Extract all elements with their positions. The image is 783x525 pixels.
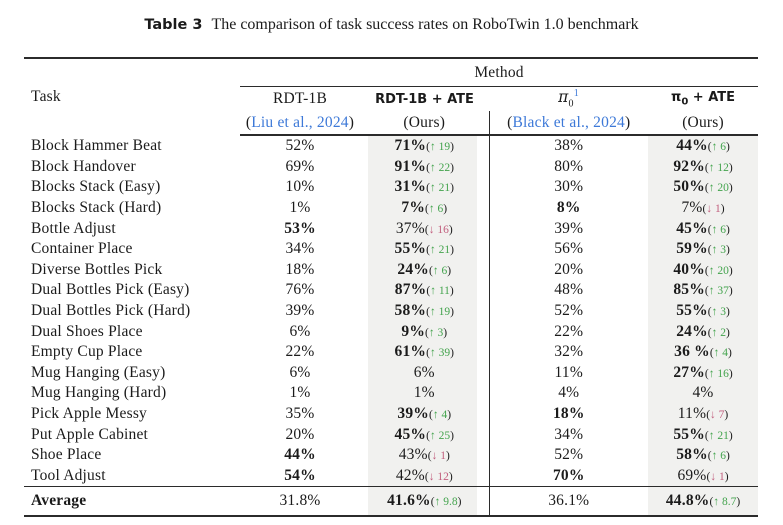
success-rate: 9% bbox=[401, 322, 426, 340]
value-cell bbox=[360, 424, 489, 445]
table-row bbox=[24, 280, 758, 301]
up-arrow-icon: ↑ 3 bbox=[428, 326, 444, 339]
success-rate: 44.8% bbox=[665, 492, 710, 510]
value-cell bbox=[240, 466, 360, 487]
value-cell bbox=[360, 218, 489, 239]
success-rate: 39% bbox=[554, 219, 584, 237]
paren: ) bbox=[348, 113, 355, 131]
value-cell bbox=[489, 177, 648, 198]
pi-subscript: 0 bbox=[681, 96, 689, 108]
up-arrow-icon: ↑ 25 bbox=[429, 429, 451, 442]
up-arrow-icon: ↑ 21 bbox=[429, 244, 451, 257]
down-arrow-icon: ↓ 1 bbox=[710, 470, 725, 483]
success-rate: 69% bbox=[285, 157, 315, 175]
down-arrow-icon: ↓ 7 bbox=[710, 409, 725, 422]
task-name: Shoe Place bbox=[31, 446, 102, 464]
delta-up-annotation: (↑ 4) bbox=[429, 409, 452, 422]
down-arrow-icon: ↓ 1 bbox=[706, 203, 721, 216]
value-cell bbox=[489, 280, 648, 301]
cite-ours-rdt: (Ours) bbox=[360, 111, 489, 135]
delta-up-annotation: (↑ 2) bbox=[707, 326, 730, 339]
value-cell bbox=[360, 301, 489, 322]
up-arrow-icon: ↑ 4 bbox=[432, 409, 448, 422]
value-cell bbox=[648, 321, 758, 342]
col-header-rdt1b-ate: RDT-1B + ATE bbox=[375, 91, 474, 107]
value-cell bbox=[240, 301, 360, 322]
value-cell bbox=[240, 424, 360, 445]
value-cell bbox=[489, 218, 648, 239]
table-caption bbox=[0, 16, 783, 34]
task-name: Put Apple Cabinet bbox=[31, 425, 149, 443]
success-rate: 11% bbox=[677, 405, 707, 423]
down-arrow-icon: ↓ 12 bbox=[428, 470, 449, 483]
col-header-pi0-ate bbox=[648, 87, 758, 112]
success-rate: 22% bbox=[285, 343, 315, 361]
delta-down-annotation: (↓ 1) bbox=[427, 450, 450, 463]
value-cell bbox=[240, 383, 360, 404]
delta-up-annotation: (↑ 11) bbox=[426, 285, 454, 298]
results-table bbox=[24, 57, 758, 517]
value-cell bbox=[648, 177, 758, 198]
value-cell bbox=[648, 424, 758, 445]
value-cell bbox=[489, 363, 648, 384]
value-cell bbox=[648, 404, 758, 425]
success-rate: 50% bbox=[673, 178, 705, 196]
value-cell bbox=[489, 198, 648, 219]
paren: ) bbox=[625, 113, 631, 131]
success-rate: 20% bbox=[554, 260, 584, 278]
delta-up-annotation: (↑ 21) bbox=[426, 182, 454, 195]
cite-ours-pi0: (Ours) bbox=[648, 111, 758, 135]
value-cell bbox=[648, 280, 758, 301]
average-section bbox=[24, 487, 758, 517]
col-header-rdt1b: RDT-1B bbox=[272, 90, 328, 107]
value-cell bbox=[240, 260, 360, 281]
value-cell bbox=[360, 487, 489, 517]
success-rate: 43% bbox=[398, 446, 428, 464]
success-rate: 70% bbox=[552, 466, 585, 484]
success-rate: 11% bbox=[554, 363, 583, 381]
delta-up-annotation: (↑ 6) bbox=[707, 450, 730, 463]
value-cell bbox=[489, 135, 648, 157]
success-rate: 1% bbox=[413, 384, 435, 402]
value-cell bbox=[360, 239, 489, 260]
success-rate: 52% bbox=[285, 137, 315, 155]
delta-up-annotation: (↑ 6) bbox=[425, 203, 448, 216]
delta-up-annotation: (↑ 21) bbox=[426, 244, 454, 257]
success-rate: 22% bbox=[554, 322, 584, 340]
delta-down-annotation: (↓ 1) bbox=[702, 203, 725, 216]
value-cell bbox=[360, 135, 489, 157]
value-cell bbox=[489, 157, 648, 178]
value-cell bbox=[489, 239, 648, 260]
success-rate: 20% bbox=[285, 425, 315, 443]
value-cell bbox=[360, 342, 489, 363]
up-arrow-icon: ↑ 6 bbox=[711, 141, 727, 154]
success-rate: 38% bbox=[554, 137, 584, 155]
success-rate: 35% bbox=[285, 405, 315, 423]
delta-up-annotation: (↑ 6) bbox=[429, 264, 452, 277]
value-cell bbox=[360, 198, 489, 219]
success-rate: 91% bbox=[394, 157, 427, 175]
success-rate: 54% bbox=[284, 466, 316, 484]
success-rate: 53% bbox=[284, 219, 316, 237]
col-header-pi0 bbox=[489, 87, 648, 112]
value-cell bbox=[648, 301, 758, 322]
value-cell bbox=[648, 135, 758, 157]
table-row bbox=[24, 487, 758, 517]
up-arrow-icon: ↑ 4 bbox=[713, 347, 729, 360]
up-arrow-icon: ↑ 37 bbox=[708, 285, 729, 298]
table-row bbox=[24, 177, 758, 198]
down-arrow-icon: ↓ 1 bbox=[431, 450, 446, 463]
delta-down-annotation: (↓ 12) bbox=[424, 470, 453, 483]
up-arrow-icon: ↑ 20 bbox=[708, 264, 729, 277]
value-cell bbox=[240, 239, 360, 260]
up-arrow-icon: ↑ 3 bbox=[711, 244, 727, 257]
value-cell bbox=[240, 342, 360, 363]
delta-up-annotation: (↑ 3) bbox=[707, 306, 730, 319]
delta-up-annotation: (↑ 3) bbox=[707, 244, 730, 257]
success-rate: 87% bbox=[394, 281, 427, 299]
success-rate: 39% bbox=[397, 405, 430, 423]
value-cell bbox=[240, 177, 360, 198]
paren: ( bbox=[507, 113, 513, 131]
success-rate: 58% bbox=[394, 302, 427, 320]
value-cell bbox=[648, 445, 758, 466]
up-arrow-icon: ↑ 20 bbox=[708, 182, 729, 195]
value-cell bbox=[240, 218, 360, 239]
task-name: Blocks Stack (Hard) bbox=[31, 199, 162, 217]
value-cell bbox=[648, 198, 758, 219]
success-rate: 4% bbox=[558, 384, 580, 402]
success-rate: 45% bbox=[394, 425, 427, 443]
success-rate: 18% bbox=[552, 405, 585, 423]
value-cell bbox=[648, 487, 758, 517]
table-row bbox=[24, 135, 758, 157]
success-rate: 36 % bbox=[674, 343, 710, 361]
value-cell bbox=[489, 383, 648, 404]
delta-up-annotation: (↑ 3) bbox=[425, 326, 448, 339]
up-arrow-icon: ↑ 2 bbox=[711, 326, 727, 339]
success-rate: 7% bbox=[681, 199, 703, 217]
value-cell bbox=[648, 466, 758, 487]
task-name: Blocks Stack (Easy) bbox=[31, 178, 161, 196]
delta-up-annotation: (↑ 9.8) bbox=[430, 496, 462, 509]
success-rate: 69% bbox=[677, 466, 707, 484]
success-rate: 41.6% bbox=[387, 492, 431, 510]
up-arrow-icon: ↑ 19 bbox=[429, 141, 451, 154]
value-cell bbox=[240, 445, 360, 466]
success-rate: 39% bbox=[285, 302, 315, 320]
table-header bbox=[24, 58, 758, 135]
task-name: Empty Cup Place bbox=[31, 343, 143, 361]
value-cell bbox=[360, 404, 489, 425]
success-rate: 32% bbox=[554, 343, 584, 361]
success-rate: 30% bbox=[554, 178, 584, 196]
value-cell bbox=[240, 321, 360, 342]
value-cell bbox=[360, 177, 489, 198]
table-row bbox=[24, 218, 758, 239]
value-cell bbox=[648, 239, 758, 260]
success-rate: 6% bbox=[289, 322, 311, 340]
success-rate: 27% bbox=[673, 363, 705, 381]
up-arrow-icon: ↑ 16 bbox=[708, 367, 729, 380]
success-rate: 55% bbox=[673, 425, 705, 443]
table-row bbox=[24, 198, 758, 219]
task-name: Tool Adjust bbox=[31, 466, 106, 484]
value-cell bbox=[360, 260, 489, 281]
task-name: Block Hammer Beat bbox=[31, 136, 162, 154]
method-header-row bbox=[24, 58, 758, 87]
pi-subscript: 0 bbox=[568, 98, 574, 110]
footnote-marker[interactable]: 1 bbox=[573, 88, 579, 100]
success-rate: 6% bbox=[413, 363, 435, 381]
value-cell bbox=[648, 342, 758, 363]
value-cell bbox=[648, 260, 758, 281]
success-rate: 7% bbox=[401, 199, 426, 217]
success-rate: 10% bbox=[285, 178, 315, 196]
value-cell bbox=[240, 157, 360, 178]
delta-up-annotation: (↑ 39) bbox=[426, 347, 454, 360]
success-rate: 76% bbox=[285, 281, 315, 299]
task-name: Dual Bottles Pick (Easy) bbox=[31, 281, 190, 299]
success-rate: 42% bbox=[395, 466, 425, 484]
cite-rdt1b bbox=[240, 111, 360, 135]
success-rate: 92% bbox=[673, 157, 705, 175]
delta-up-annotation: (↑ 4) bbox=[709, 347, 732, 360]
value-cell bbox=[489, 466, 648, 487]
value-cell bbox=[489, 321, 648, 342]
success-rate: 34% bbox=[285, 240, 315, 258]
value-cell bbox=[240, 198, 360, 219]
success-rate: 71% bbox=[394, 137, 427, 155]
delta-down-annotation: (↓ 16) bbox=[424, 223, 453, 236]
success-rate: 45% bbox=[676, 219, 708, 237]
value-cell bbox=[648, 383, 758, 404]
table-row bbox=[24, 363, 758, 384]
table-row bbox=[24, 404, 758, 425]
task-name: Mug Hanging (Easy) bbox=[31, 363, 166, 381]
success-rate: 18% bbox=[285, 260, 315, 278]
value-cell bbox=[360, 363, 489, 384]
delta-up-annotation: (↑ 16) bbox=[704, 367, 733, 380]
citation-link-liu[interactable]: Liu et al., 2024 bbox=[251, 113, 349, 131]
delta-up-annotation: (↑ 12) bbox=[704, 161, 733, 174]
value-cell bbox=[648, 363, 758, 384]
table-row bbox=[24, 321, 758, 342]
table-row bbox=[24, 424, 758, 445]
up-arrow-icon: ↑ 11 bbox=[430, 285, 450, 298]
table-row bbox=[24, 157, 758, 178]
success-rate: 1% bbox=[289, 384, 311, 402]
value-cell bbox=[489, 342, 648, 363]
up-arrow-icon: ↑ 22 bbox=[429, 161, 451, 174]
success-rate: 34% bbox=[554, 425, 584, 443]
task-name: Bottle Adjust bbox=[31, 219, 116, 237]
success-rate: 80% bbox=[554, 157, 584, 175]
value-cell bbox=[648, 218, 758, 239]
delta-up-annotation: (↑ 21) bbox=[704, 429, 733, 442]
success-rate: 61% bbox=[394, 343, 427, 361]
table-row bbox=[24, 260, 758, 281]
success-rate: 44% bbox=[676, 137, 708, 155]
pi-symbol: π bbox=[558, 88, 569, 107]
success-rate: 44% bbox=[284, 446, 316, 464]
success-rate: 48% bbox=[554, 281, 584, 299]
success-rate: 24% bbox=[676, 322, 708, 340]
table-row bbox=[24, 239, 758, 260]
col-header-suffix: + ATE bbox=[688, 90, 736, 106]
delta-up-annotation: (↑ 22) bbox=[426, 161, 454, 174]
delta-up-annotation: (↑ 37) bbox=[704, 285, 733, 298]
table-row bbox=[24, 301, 758, 322]
value-cell bbox=[240, 404, 360, 425]
delta-down-annotation: (↓ 1) bbox=[706, 470, 729, 483]
success-rate: 8% bbox=[556, 199, 581, 217]
task-name: Pick Apple Messy bbox=[31, 405, 148, 423]
success-rate: 31% bbox=[394, 178, 427, 196]
success-rate: 52% bbox=[554, 446, 584, 464]
up-arrow-icon: ↑ 21 bbox=[429, 182, 451, 195]
success-rate: 55% bbox=[676, 302, 708, 320]
citation-link-black[interactable]: Black et al., 2024 bbox=[512, 113, 625, 131]
table-caption-text: The comparison of task success rates on RoboTwin 1.0 benchmark bbox=[211, 16, 639, 33]
value-cell bbox=[489, 260, 648, 281]
success-rate: 37% bbox=[395, 219, 425, 237]
success-rate: 6% bbox=[289, 363, 311, 381]
value-cell bbox=[489, 301, 648, 322]
up-arrow-icon: ↑ 39 bbox=[429, 347, 451, 360]
success-rate: 85% bbox=[673, 281, 705, 299]
up-arrow-icon: ↑ 6 bbox=[428, 203, 444, 216]
value-cell bbox=[360, 445, 489, 466]
table-row bbox=[24, 466, 758, 487]
success-rate: 55% bbox=[394, 240, 427, 258]
table-body bbox=[24, 135, 758, 487]
value-cell bbox=[489, 445, 648, 466]
value-cell bbox=[648, 157, 758, 178]
table-row bbox=[24, 342, 758, 363]
paren: ( bbox=[245, 113, 252, 131]
delta-up-annotation: (↑ 6) bbox=[707, 223, 730, 236]
value-cell bbox=[240, 135, 360, 157]
up-arrow-icon: ↑ 3 bbox=[711, 306, 727, 319]
success-rate: 59% bbox=[676, 240, 708, 258]
value-cell bbox=[240, 280, 360, 301]
method-column-header: Method bbox=[240, 58, 758, 87]
task-name: Dual Bottles Pick (Hard) bbox=[31, 302, 191, 320]
success-rate: 56% bbox=[554, 240, 584, 258]
up-arrow-icon: ↑ 6 bbox=[711, 223, 727, 236]
up-arrow-icon: ↑ 8.7 bbox=[713, 496, 737, 509]
value-cell bbox=[240, 487, 360, 517]
delta-up-annotation: (↑ 8.7) bbox=[709, 496, 741, 509]
pi-symbol: π bbox=[671, 90, 682, 106]
value-cell bbox=[489, 487, 648, 517]
up-arrow-icon: ↑ 12 bbox=[708, 161, 729, 174]
delta-up-annotation: (↑ 19) bbox=[426, 141, 454, 154]
table-row bbox=[24, 445, 758, 466]
value-cell bbox=[240, 363, 360, 384]
success-rate: 1% bbox=[289, 199, 311, 217]
value-cell bbox=[360, 280, 489, 301]
task-name: Dual Shoes Place bbox=[31, 322, 143, 340]
task-name: Mug Hanging (Hard) bbox=[31, 384, 167, 402]
task-column-header: Task bbox=[31, 88, 61, 105]
delta-up-annotation: (↑ 20) bbox=[704, 182, 733, 195]
success-rate: 40% bbox=[673, 260, 705, 278]
task-name: Container Place bbox=[31, 240, 133, 258]
success-rate: 36.1% bbox=[548, 492, 590, 510]
delta-up-annotation: (↑ 25) bbox=[426, 429, 454, 442]
table-number-label: Table 3 bbox=[144, 17, 203, 33]
success-rate: 52% bbox=[554, 302, 584, 320]
success-rate: 4% bbox=[692, 384, 714, 402]
up-arrow-icon: ↑ 6 bbox=[432, 264, 448, 277]
table-row bbox=[24, 383, 758, 404]
delta-down-annotation: (↓ 7) bbox=[706, 409, 729, 422]
cite-pi0 bbox=[489, 111, 648, 135]
task-name: Block Handover bbox=[31, 157, 136, 175]
success-rate: 24% bbox=[397, 260, 430, 278]
value-cell bbox=[360, 466, 489, 487]
value-cell bbox=[360, 157, 489, 178]
value-cell bbox=[489, 424, 648, 445]
delta-up-annotation: (↑ 20) bbox=[704, 264, 733, 277]
success-rate: 31.8% bbox=[279, 492, 321, 510]
up-arrow-icon: ↑ 6 bbox=[711, 450, 727, 463]
value-cell bbox=[489, 404, 648, 425]
success-rate: 58% bbox=[676, 446, 708, 464]
up-arrow-icon: ↑ 19 bbox=[429, 306, 451, 319]
up-arrow-icon: ↑ 21 bbox=[708, 429, 729, 442]
delta-up-annotation: (↑ 19) bbox=[426, 306, 454, 319]
value-cell bbox=[360, 383, 489, 404]
task-name: Diverse Bottles Pick bbox=[31, 260, 163, 278]
delta-up-annotation: (↑ 6) bbox=[707, 141, 730, 154]
value-cell bbox=[360, 321, 489, 342]
up-arrow-icon: ↑ 9.8 bbox=[434, 496, 458, 509]
down-arrow-icon: ↓ 16 bbox=[428, 223, 449, 236]
task-name: Average bbox=[24, 487, 240, 517]
